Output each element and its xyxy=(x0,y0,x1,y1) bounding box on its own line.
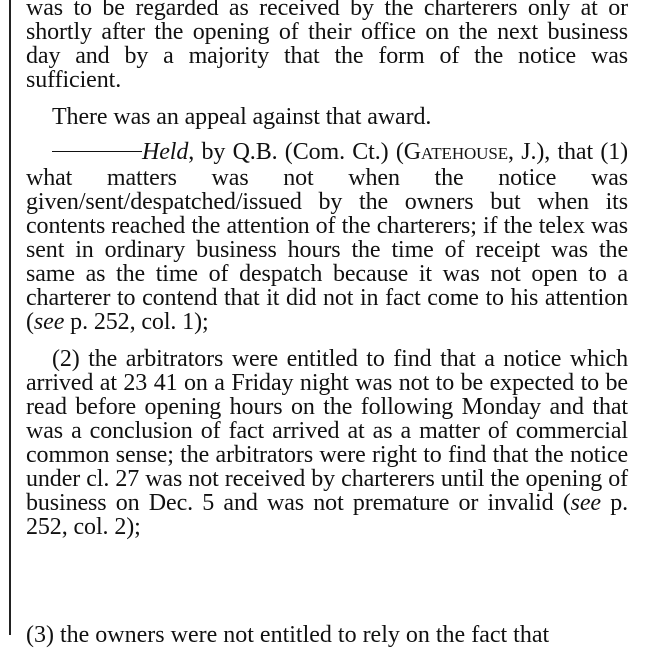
judge-initial: G xyxy=(403,139,421,165)
paragraph-holding-2 xyxy=(26,347,628,539)
cut-off-next-line xyxy=(26,622,628,648)
left-margin-rule xyxy=(9,0,11,635)
page-ref-1: p. 252, col. 1); xyxy=(64,309,209,335)
em-rule xyxy=(52,151,142,152)
cut-off-text: (3) the owners were not entitled to rely on the fact that xyxy=(26,622,550,648)
text-column xyxy=(26,0,628,539)
paragraph-appeal: There was an appeal against that award. xyxy=(52,104,432,130)
holding-2-body: (2) the arbitrators were entitled to find that a notice which arrived at 23 41 on a Friday night was not to be expected to be read before opening hours on the following Monday and that was a conclusion of fact arrived at as a matter of commercial common sense; the arbitrators were right to find that the notice under cl. 27 was not received by charterers until the opening of business on Dec. 5 and was not premature or invalid ( xyxy=(26,346,628,516)
page-ref-2: p. 252, col. 2); xyxy=(26,490,628,540)
paragraph-continuation: was to be regarded as received by the charterers only at or shortly after the opening of their office on the next business day and by a majority that the form of the notice was sufficient. xyxy=(26,0,628,93)
held-intro: , by Q.B. (Com. Ct.) ( xyxy=(188,139,404,165)
paragraph-held xyxy=(26,140,628,334)
judge-suffix: , J.), xyxy=(508,139,551,165)
held-body: that (1) what matters was not when the notice was given/sent/despatched/issued by the owners but when its contents reached the attention of the charterers; if the telex was sent in ordinary business hours the time of receipt was the same as the time of despatch because it was not open to a charterer to contend that it did not in fact come to his attention ( xyxy=(26,139,629,335)
see-reference-1: see xyxy=(33,309,65,335)
see-reference-2: see xyxy=(570,490,601,516)
held-word: Held xyxy=(142,139,189,165)
judge-name-smallcaps: ATEHOUSE xyxy=(420,144,508,163)
